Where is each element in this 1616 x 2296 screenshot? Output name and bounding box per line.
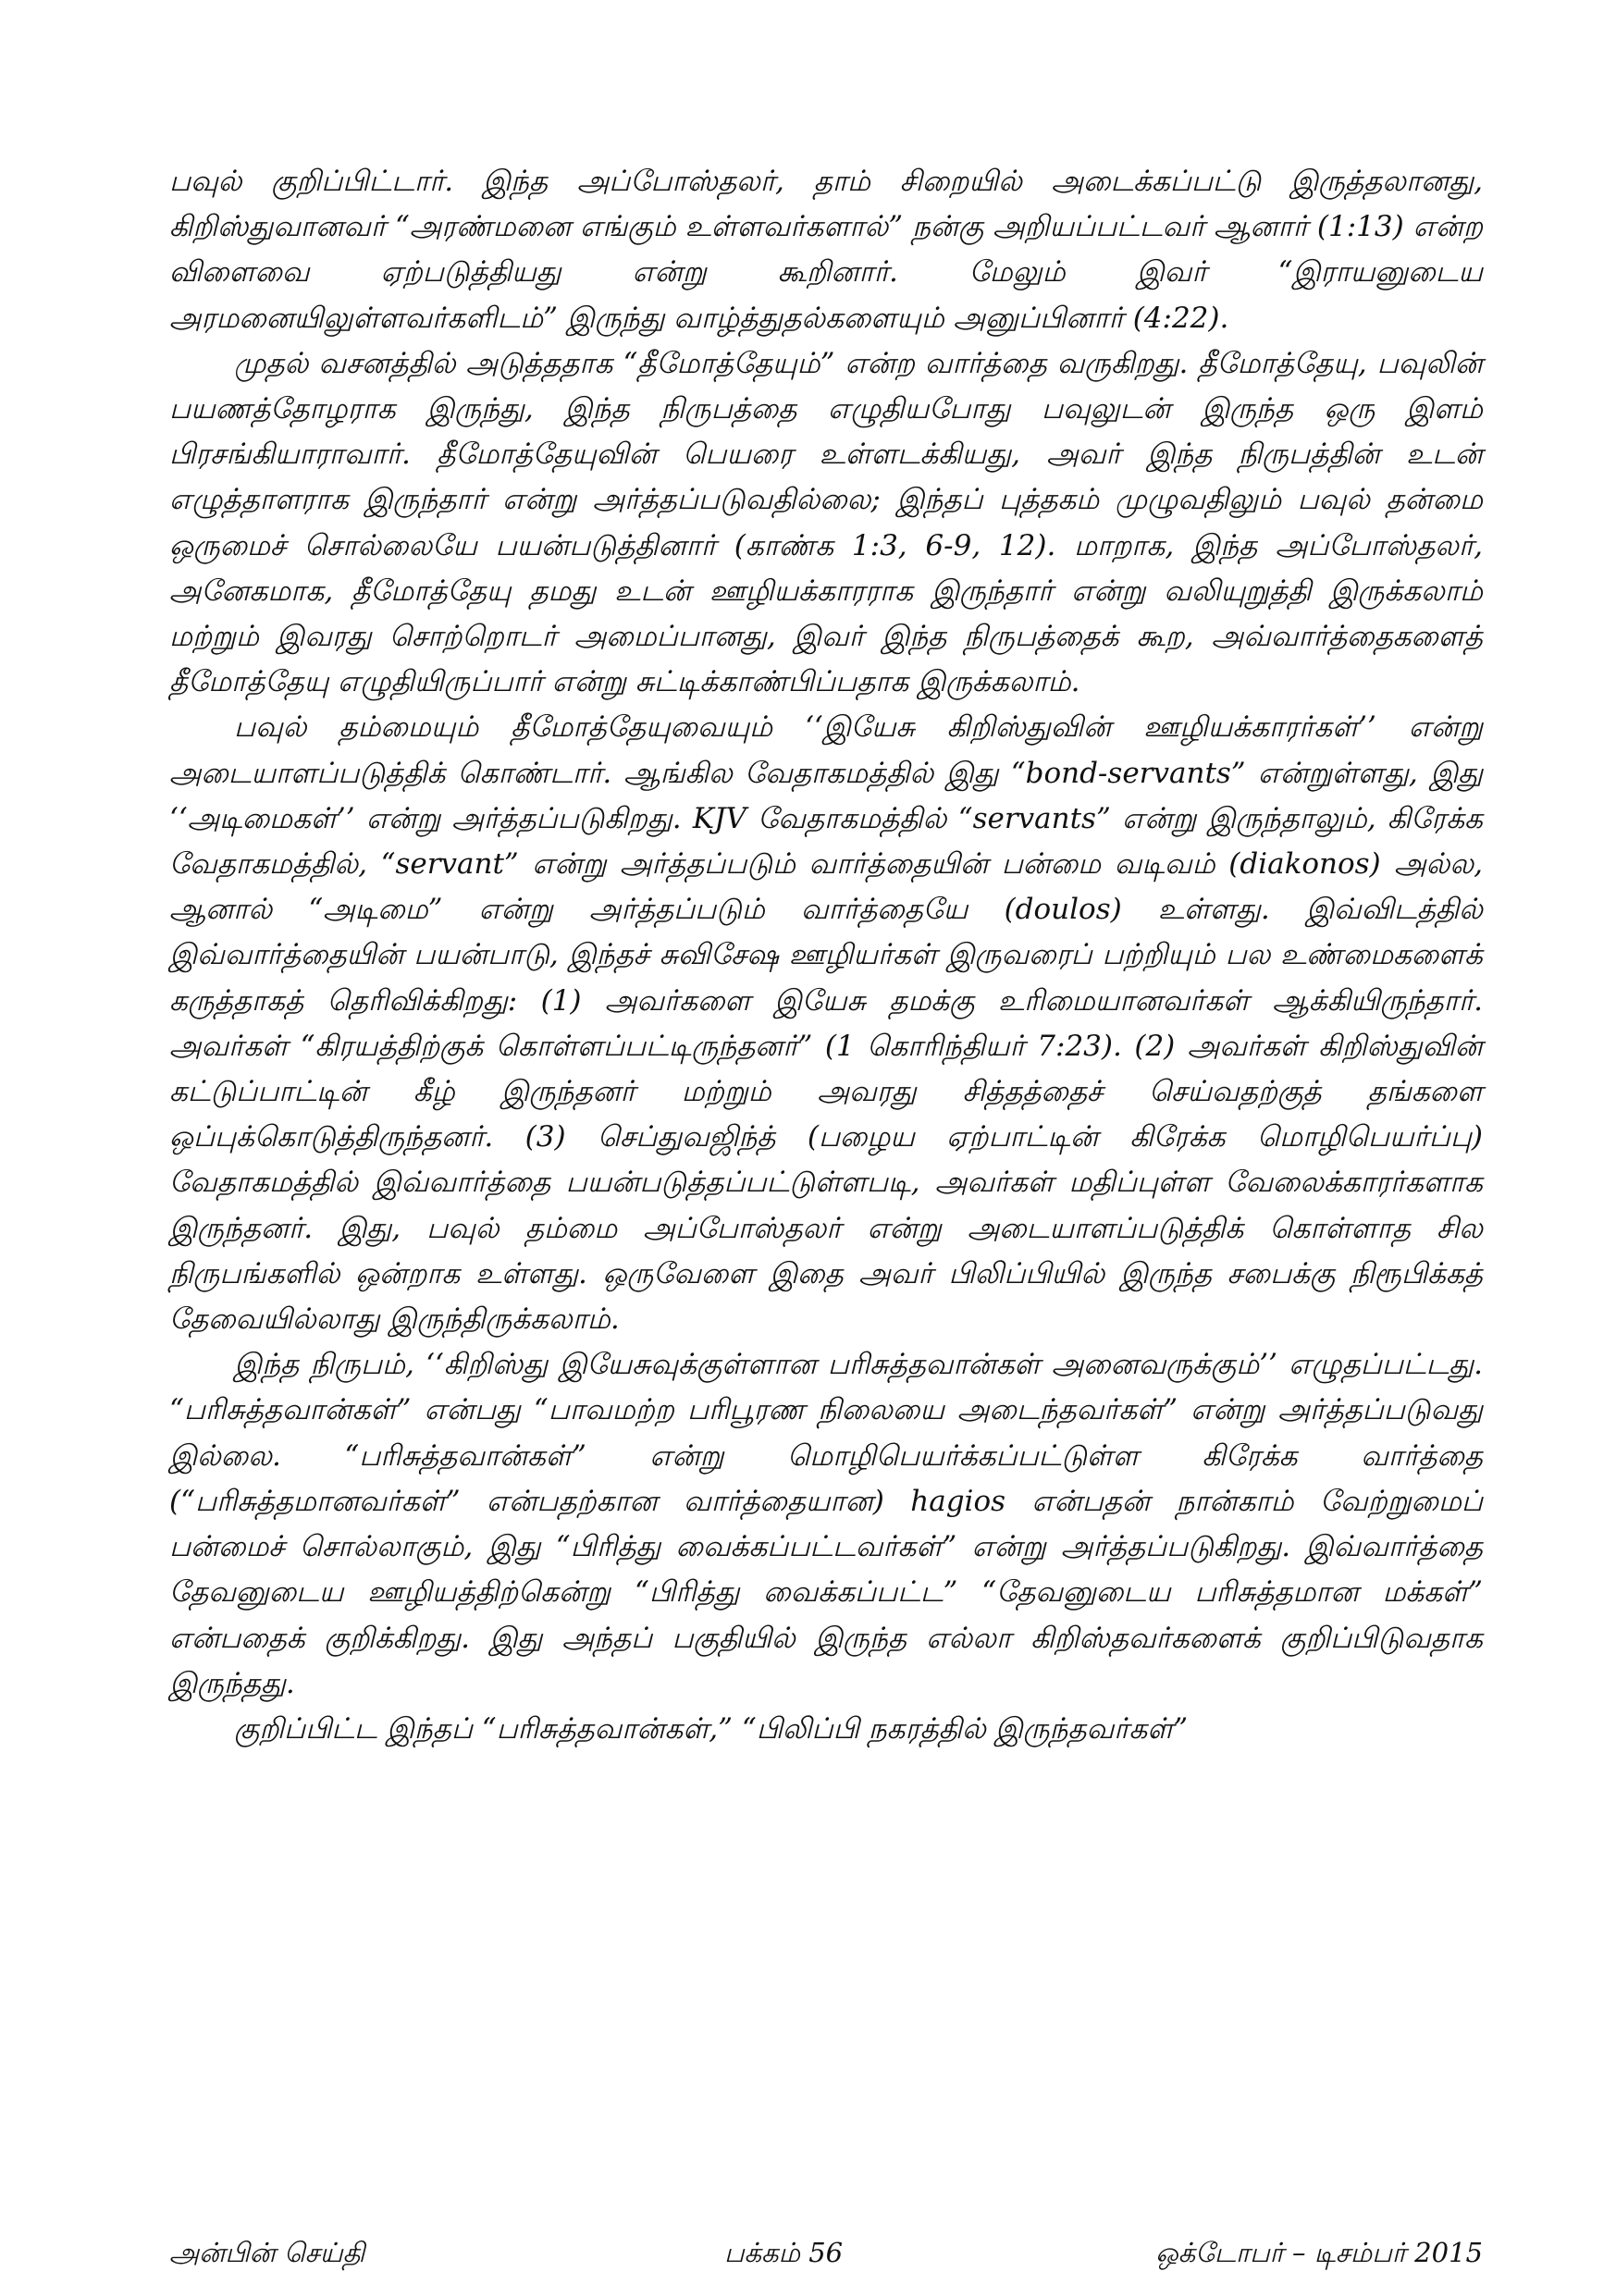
- paragraph-1: பவுல் குறிப்பிட்டார். இந்த அப்போஸ்தலர், தாம் சிறையில் அடைக்கப்பட்டு இருத்தலானது, கிறிஸ்துவானவர் “அரண்மனை எங்கும் உள்ளவர்களால்” நன்கு அறியப்பட்டவர் ஆனார் (1:13) என்ற விளைவை ஏற்படுத்தியது என்று கூறினார். மேலும் இவர் “இராயனுடைய அரமனையிலுள்ளவர்களிடம்” இருந்து வாழ்த்துதல்களையும் அனுப்பினார் (4:22).: [169, 165, 1483, 335]
- paragraph-3: பவுல் தம்மையும் தீமோத்தேயுவையும் ‘‘இயேசு கிறிஸ்துவின் ஊழியக்காரர்கள்’’ என்று அடையாளப்படுத்திக் கொண்டார். ஆங்கில வேதாகமத்தில் இது “bond-servants” என்றுள்ளது, இது ‘‘அடிமைகள்’’ என்று அர்த்தப்படுகிறது. KJV வேதாகமத்தில் “servants” என்று இருந்தாலும், கிரேக்க வேதாகமத்தில், “servant” என்று அர்த்தப்படும் வார்த்தையின் பன்மை வடிவம் (diakonos) அல்ல, ஆனால் “அடிமை” என்று அர்த்தப்படும் வார்த்தையே (doulos) உள்ளது. இவ்விடத்தில் இவ்வார்த்தையின் பயன்பாடு, இந்தச் சுவிசேஷ ஊழியர்கள் இருவரைப் பற்றியும் பல உண்மைகளைக் கருத்தாகத் தெரிவிக்கிறது: (1) அவர்களை இயேசு தமக்கு உரிமையானவர்கள் ஆக்கியிருந்தார். அவர்கள் “கிரயத்திற்குக் கொள்ளப்பட்டிருந்தனர்” (1 கொரிந்தியர் 7:23). (2) அவர்கள் கிறிஸ்துவின் கட்டுப்பாட்டின் கீழ் இருந்தனர் மற்றும் அவரது சித்தத்தைச் செய்வதற்குத் தங்களை ஒப்புக்கொடுத்திருந்தனர். (3) செப்துவஜிந்த் (பழைய ஏற்பாட்டின் கிரேக்க மொழிபெயர்ப்பு) வேதாகமத்தில் இவ்வார்த்தை பயன்படுத்தப்பட்டுள்ளபடி, அவர்கள் மதிப்புள்ள வேலைக்காரர்களாக இருந்தனர். இது, பவுல் தம்மை அப்போஸ்தலர் என்று அடையாளப்படுத்திக் கொள்ளாத சில நிருபங்களில் ஒன்றாக உள்ளது. ஒருவேளை இதை அவர் பிலிப்பியில் இருந்த சபைக்கு நிரூபிக்கத் தேவையில்லாது இருந்திருக்கலாம்.: [169, 710, 1483, 1337]
- paragraph-2: முதல் வசனத்தில் அடுத்ததாக “தீமோத்தேயும்” என்ற வார்த்தை வருகிறது. தீமோத்தேயு, பவுலின் பயணத்தோழராக இருந்து, இந்த நிருபத்தை எழுதியபோது பவுலுடன் இருந்த ஒரு இளம் பிரசங்கியாராவார். தீமோத்தேயுவின் பெயரை உள்ளடக்கியது, அவர் இந்த நிருபத்தின் உடன் எழுத்தாளராக இருந்தார் என்று அர்த்தப்படுவதில்லை; இந்தப் புத்தகம் முழுவதிலும் பவுல் தன்மை ஒருமைச் சொல்லையே பயன்படுத்தினார் (காண்க 1:3, 6-9, 12). மாறாக, இந்த அப்போஸ்தலர், அனேகமாக, தீமோத்தேயு தமது உடன் ஊழியக்காரராக இருந்தார் என்று வலியுறுத்தி இருக்கலாம் மற்றும் இவரது சொற்றொடர் அமைப்பானது, இவர் இந்த நிருபத்தைக் கூற, அவ்வார்த்தைகளைத் தீமோத்தேயு எழுதியிருப்பார் என்று சுட்டிக்காண்பிப்பதாக இருக்கலாம்.: [169, 346, 1483, 699]
- footer-publication: அன்பின் செய்தி: [169, 2237, 365, 2268]
- footer-issue: ஒக்டோபர் – டிசம்பர் 2015: [1155, 2237, 1483, 2268]
- footer-page-number: பக்கம் 56: [724, 2237, 844, 2268]
- page-body: [169, 159, 1483, 1752]
- paragraph-4: இந்த நிருபம், ‘‘கிறிஸ்து இயேசுவுக்குள்ளான பரிசுத்தவான்கள் அனைவருக்கும்’’ எழுதப்பட்டது. “பரிசுத்தவான்கள்” என்பது “பாவமற்ற பரிபூரண நிலையை அடைந்தவர்கள்” என்று அர்த்தப்படுவது இல்லை. “பரிசுத்தவான்கள்” என்று மொழிபெயர்க்கப்பட்டுள்ள கிரேக்க வார்த்தை (“பரிசுத்தமானவர்கள்” என்பதற்கான வார்த்தையான) hagios என்பதன் நான்காம் வேற்றுமைப் பன்மைச் சொல்லாகும், இது “பிரித்து வைக்கப்பட்டவர்கள்” என்று அர்த்தப்படுகிறது. இவ்வார்த்தை தேவனுடைய ஊழியத்திற்கென்று “பிரித்து வைக்கப்பட்ட” “தேவனுடைய பரிசுத்தமான மக்கள்” என்பதைக் குறிக்கிறது. இது அந்தப் பகுதியில் இருந்த எல்லா கிறிஸ்தவர்களைக் குறிப்பிடுவதாக இருந்தது.: [169, 1348, 1483, 1700]
- paragraph-5: குறிப்பிட்ட இந்தப் “பரிசுத்தவான்கள்,” “பிலிப்பி நகரத்தில் இருந்தவர்கள்”: [234, 1711, 1189, 1746]
- page-footer: [169, 2237, 1483, 2283]
